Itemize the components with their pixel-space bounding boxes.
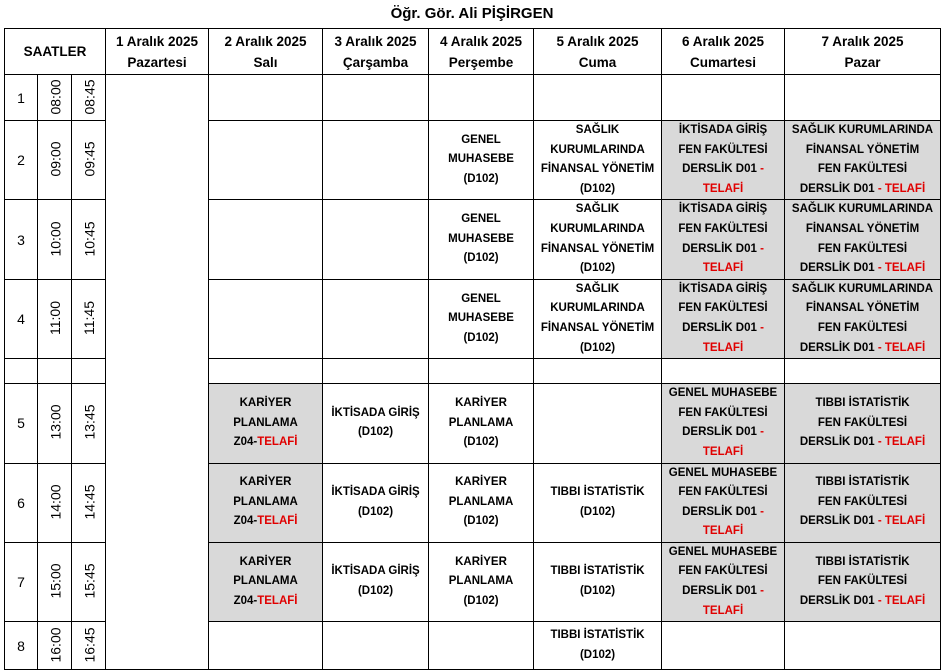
class-cell-fri [534, 463, 662, 542]
class-cell-thu [429, 121, 534, 200]
cell-line: GENEL MUHASEBE [668, 545, 778, 558]
cell-line: TIBBI İSTATİSTİK [815, 555, 910, 568]
cell-line: TIBBI İSTATİSTİK [815, 476, 910, 489]
telafi-separator: - [874, 262, 885, 275]
telafi-label: TELAFİ [884, 515, 926, 528]
cell-line: TIBBI İSTATİSTİK [815, 396, 910, 409]
class-cell-sun [785, 200, 941, 279]
cell-line: Z04-TELAFİ [233, 436, 298, 449]
cell-line [664, 522, 782, 542]
break-cell [534, 359, 662, 384]
cell-line: (D102) [463, 331, 499, 344]
slot-number: 2 [5, 121, 38, 200]
cell-line [664, 180, 782, 200]
break-cell [429, 359, 534, 384]
cell-line: (D102) [357, 505, 394, 518]
saatler-header: SAATLER [5, 29, 106, 75]
cell-line: KURUMLARINDA [550, 222, 645, 235]
cell-line: (D102) [357, 426, 394, 439]
cell-line: FEN FAKÜLTESİ [678, 222, 768, 235]
cell-line: SAĞLIK KURUMLARINDA [791, 203, 934, 216]
slot-end-time: 10:45 [72, 200, 106, 279]
class-cell-sun [785, 121, 941, 200]
slot-number: 3 [5, 200, 38, 279]
slot-number: 4 [5, 279, 38, 358]
class-cell-sat [662, 384, 785, 463]
slot-number: 6 [5, 463, 38, 542]
class-cell-sun [785, 542, 941, 621]
cell-line: SAĞLIK KURUMLARINDA [791, 124, 934, 136]
class-cell-sun [785, 622, 941, 670]
slot-start-time: 15:00 [38, 542, 72, 621]
class-cell-sat [662, 200, 785, 279]
cell-line: PLANLAMA [448, 575, 514, 588]
telafi-label: TELAFİ [702, 604, 744, 617]
slot-end-time: 15:45 [72, 542, 106, 621]
cell-line: SAĞLIK [575, 282, 620, 295]
cell-line: FİNANSAL YÖNETİM [805, 143, 920, 156]
class-cell-thu [429, 75, 534, 121]
cell-line: İKTİSADA GİRİŞ [331, 486, 420, 499]
slot-start-time: 10:00 [38, 200, 72, 279]
class-cell-tue [209, 75, 323, 121]
day-header-sun: 7 Aralık 2025 Pazar [785, 29, 941, 75]
telafi-separator: - [874, 594, 885, 607]
cell-line: FEN FAKÜLTESİ [817, 163, 908, 176]
break-cell [662, 359, 785, 384]
class-cell-sat [662, 121, 785, 200]
cell-line: DERSLİK D01 - [682, 242, 764, 255]
cell-line: SAĞLIK [575, 124, 620, 136]
cell-line: PLANLAMA [233, 495, 298, 508]
cell-line: PLANLAMA [233, 416, 298, 429]
cell-line: PLANLAMA [233, 575, 298, 588]
day-header-sat: 6 Aralık 2025 Cumartesi [662, 29, 785, 75]
cell-line [664, 259, 782, 279]
class-cell-sat [662, 622, 785, 670]
break-cell [5, 359, 38, 384]
slot-end-time: 11:45 [72, 279, 106, 358]
cell-line: MUHASEBE [448, 312, 514, 325]
cell-line: DERSLİK D01 - [682, 163, 764, 176]
class-cell-thu [429, 279, 534, 358]
telafi-separator: - [874, 515, 885, 528]
telafi-label: TELAFİ [257, 594, 298, 607]
telafi-label: TELAFİ [702, 262, 744, 275]
slot-end-time: 16:45 [72, 622, 106, 670]
slot-number: 8 [5, 622, 38, 670]
slot-end-time: 08:45 [72, 75, 106, 121]
cell-line: KURUMLARINDA [550, 143, 645, 156]
cell-line [664, 443, 782, 463]
cell-line: FEN FAKÜLTESİ [678, 143, 768, 156]
day-header-mon: 1 Aralık 2025 Pazartesi [106, 29, 209, 75]
telafi-label: TELAFİ [884, 262, 926, 275]
day-header-wed: 3 Aralık 2025 Çarşamba [323, 29, 429, 75]
cell-line: TIBBI İSTATİSTİK [550, 629, 645, 642]
cell-line: DERSLİK D01 - TELAFİ [799, 341, 926, 354]
class-cell-tue [209, 542, 323, 621]
cell-line: (D102) [463, 594, 499, 607]
day-header-tue: 2 Aralık 2025 Salı [209, 29, 323, 75]
telafi-separator: - [874, 341, 885, 354]
telafi-separator: - [756, 163, 764, 176]
slot-start-time: 16:00 [38, 622, 72, 670]
class-cell-sun [785, 279, 941, 358]
class-cell-sun [785, 463, 941, 542]
class-cell-sat [662, 75, 785, 121]
telafi-label: TELAFİ [702, 182, 744, 195]
class-cell-fri [534, 279, 662, 358]
cell-line: FEN FAKÜLTESİ [817, 321, 908, 334]
telafi-label: TELAFİ [884, 436, 926, 449]
cell-line: SAĞLIK [575, 203, 620, 216]
class-cell-thu [429, 542, 534, 621]
class-cell-fri [534, 75, 662, 121]
slot-number: 5 [5, 384, 38, 463]
cell-line: FEN FAKÜLTESİ [817, 495, 908, 508]
cell-line: FEN FAKÜLTESİ [678, 486, 768, 499]
cell-line: (D102) [579, 182, 616, 195]
cell-line: (D102) [463, 436, 499, 449]
break-cell [785, 359, 941, 384]
cell-line: KARİYER [455, 396, 507, 409]
telafi-separator: - [756, 321, 764, 334]
day-header-thu: 4 Aralık 2025 Perşembe [429, 29, 534, 75]
class-cell-sat [662, 542, 785, 621]
cell-line: FİNANSAL YÖNETİM [805, 222, 920, 235]
cell-line: FİNANSAL YÖNETİM [540, 163, 655, 176]
slot-end-time: 14:45 [72, 463, 106, 542]
break-cell [209, 359, 323, 384]
cell-line: (D102) [579, 262, 616, 275]
cell-line: DERSLİK D01 - [682, 426, 764, 439]
cell-line: GENEL [461, 292, 501, 305]
cell-line: FEN FAKÜLTESİ [678, 406, 768, 419]
class-cell-fri [534, 121, 662, 200]
break-cell [38, 359, 72, 384]
cell-line: (D102) [463, 252, 499, 265]
cell-line: Z04-TELAFİ [233, 594, 298, 607]
cell-line: SAĞLIK KURUMLARINDA [791, 282, 934, 295]
cell-line: GENEL MUHASEBE [668, 387, 778, 400]
slot-start-time: 11:00 [38, 279, 72, 358]
cell-line: TIBBI İSTATİSTİK [550, 486, 645, 499]
telafi-label: TELAFİ [884, 341, 926, 354]
cell-line: FİNANSAL YÖNETİM [540, 242, 655, 255]
cell-line: (D102) [357, 585, 394, 598]
class-cell-sat [662, 279, 785, 358]
class-cell-sun [785, 75, 941, 121]
schedule-table [4, 28, 941, 670]
cell-line: KARİYER [455, 555, 507, 568]
cell-line: FİNANSAL YÖNETİM [805, 302, 920, 315]
slot-number: 1 [5, 75, 38, 121]
telafi-label: TELAFİ [702, 445, 744, 458]
day-header-fri: 5 Aralık 2025 Cuma [534, 29, 662, 75]
cell-line: (D102) [579, 341, 616, 354]
cell-line: FEN FAKÜLTESİ [817, 416, 908, 429]
slot-end-time: 09:45 [72, 121, 106, 200]
cell-line: DERSLİK D01 - TELAFİ [799, 436, 926, 449]
cell-line: FİNANSAL YÖNETİM [540, 321, 655, 334]
cell-line: (D102) [463, 515, 499, 528]
class-cell-wed [323, 279, 429, 358]
telafi-label: TELAFİ [257, 436, 298, 449]
cell-line: FEN FAKÜLTESİ [678, 302, 768, 315]
cell-line: DERSLİK D01 - TELAFİ [799, 182, 926, 195]
slot-number: 7 [5, 542, 38, 621]
cell-line: İKTİSADA GİRİŞ [331, 565, 420, 578]
class-cell-tue [209, 121, 323, 200]
slot-start-time: 14:00 [38, 463, 72, 542]
cell-line: İKTİSADA GİRİŞ [331, 406, 420, 419]
cell-line: FEN FAKÜLTESİ [678, 565, 768, 578]
cell-line: Z04-TELAFİ [233, 515, 298, 528]
cell-line: (D102) [463, 172, 499, 185]
cell-line: DERSLİK D01 - [682, 585, 764, 598]
cell-line: DERSLİK D01 - TELAFİ [799, 594, 926, 607]
header-row [5, 29, 941, 75]
class-cell-wed [323, 200, 429, 279]
cell-line: İKTİSADA GİRİŞ [678, 203, 768, 216]
class-cell-wed [323, 622, 429, 670]
class-cell-tue [209, 384, 323, 463]
break-cell [72, 359, 106, 384]
class-cell-wed [323, 75, 429, 121]
cell-line: GENEL [461, 133, 501, 146]
cell-line: MUHASEBE [448, 153, 514, 166]
class-cell-tue [209, 279, 323, 358]
cell-line [664, 602, 782, 622]
class-cell-sun [785, 384, 941, 463]
class-cell-fri [534, 384, 662, 463]
class-cell-wed [323, 384, 429, 463]
telafi-separator: - [756, 585, 764, 598]
telafi-label: TELAFİ [884, 594, 926, 607]
cell-line: KARİYER [455, 476, 507, 489]
class-cell-thu [429, 200, 534, 279]
class-cell-wed [323, 542, 429, 621]
slot-start-time: 08:00 [38, 75, 72, 121]
telafi-separator: - [874, 436, 885, 449]
cell-line: FEN FAKÜLTESİ [817, 575, 908, 588]
cell-line: İKTİSADA GİRİŞ [678, 282, 768, 295]
cell-line: (D102) [579, 585, 616, 598]
class-cell-fri [534, 622, 662, 670]
slot-end-time: 13:45 [72, 384, 106, 463]
class-cell-thu [429, 463, 534, 542]
telafi-label: TELAFİ [257, 515, 298, 528]
telafi-label: TELAFİ [702, 341, 744, 354]
cell-line: PLANLAMA [448, 495, 514, 508]
cell-line: KARİYER [239, 555, 292, 568]
cell-line: MUHASEBE [448, 232, 514, 245]
slot-row-1 [5, 75, 941, 121]
cell-line: KURUMLARINDA [550, 302, 645, 315]
slot-start-time: 09:00 [38, 121, 72, 200]
instructor-title: Öğr. Gör. Ali PİŞİRGEN [390, 5, 554, 22]
cell-line: GENEL MUHASEBE [668, 466, 778, 479]
monday-absence-note [106, 75, 209, 670]
cell-line: KARİYER [239, 476, 292, 489]
class-cell-thu [429, 384, 534, 463]
cell-line: TIBBI İSTATİSTİK [550, 565, 645, 578]
cell-line [664, 339, 782, 359]
class-cell-wed [323, 121, 429, 200]
cell-line: GENEL [461, 213, 501, 226]
cell-line: PLANLAMA [448, 416, 514, 429]
cell-line: İKTİSADA GİRİŞ [678, 124, 768, 136]
telafi-label: TELAFİ [702, 525, 744, 538]
cell-line: DERSLİK D01 - TELAFİ [799, 262, 926, 275]
break-cell [323, 359, 429, 384]
cell-line: DERSLİK D01 - [682, 321, 764, 334]
telafi-label: TELAFİ [884, 182, 926, 195]
cell-line: (D102) [579, 505, 616, 518]
class-cell-thu [429, 622, 534, 670]
class-cell-tue [209, 622, 323, 670]
class-cell-tue [209, 463, 323, 542]
telafi-separator: - [756, 505, 764, 518]
telafi-separator: - [756, 242, 764, 255]
cell-line: DERSLİK D01 - [682, 505, 764, 518]
class-cell-fri [534, 542, 662, 621]
cell-line: FEN FAKÜLTESİ [817, 242, 908, 255]
cell-line: DERSLİK D01 - TELAFİ [799, 515, 926, 528]
cell-line: KARİYER [239, 396, 292, 409]
class-cell-wed [323, 463, 429, 542]
telafi-separator: - [756, 426, 764, 439]
slot-start-time: 13:00 [38, 384, 72, 463]
telafi-separator: - [874, 182, 885, 195]
class-cell-sat [662, 463, 785, 542]
class-cell-tue [209, 200, 323, 279]
cell-line: (D102) [579, 648, 616, 661]
class-cell-fri [534, 200, 662, 279]
